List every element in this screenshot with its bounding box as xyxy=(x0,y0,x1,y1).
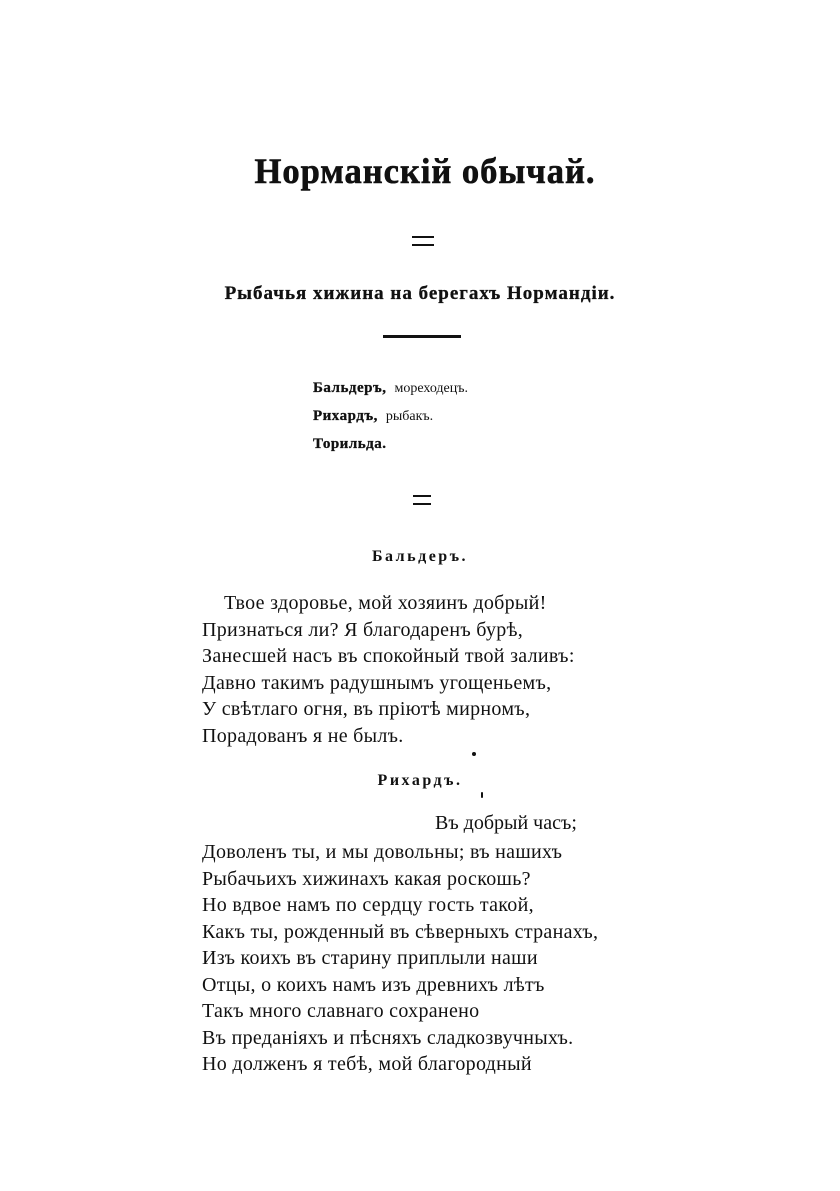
double-rule-divider xyxy=(413,495,431,505)
cast-entry xyxy=(313,430,468,458)
verse-line: Отцы, о коихъ намъ изъ древнихъ лѣтъ xyxy=(202,973,545,996)
ink-speck xyxy=(481,792,483,798)
rule-divider xyxy=(383,335,461,338)
verse-line: Но вдвое намъ по сердцу гость такой, xyxy=(202,894,534,916)
cast-entry xyxy=(313,374,468,402)
cast-role: рыбакъ. xyxy=(385,409,434,424)
verse-line: Порадованъ я не былъ. xyxy=(202,724,404,747)
cast-name: Бальдеръ, xyxy=(313,380,387,396)
verse-block xyxy=(202,590,575,749)
cast-list xyxy=(313,374,468,458)
verse-line: Занесшей насъ въ спокойный твой заливъ: xyxy=(202,645,575,667)
scene-setting: Рыбачья хижина на берегахъ Нормандіи. xyxy=(224,283,616,304)
verse-line: Изъ коихъ въ старину приплыли наши xyxy=(202,947,538,969)
verse-line: Въ преданіяхъ и пѣсняхъ сладкозвучныхъ. xyxy=(202,1026,574,1049)
verse-line: Какъ ты, рожденный въ сѣверныхъ странахъ, xyxy=(202,920,599,943)
verse-line: Такъ много славнаго сохранено xyxy=(202,1000,480,1022)
page-title: Норманскій обычай. xyxy=(254,151,596,191)
verse-line: Доволенъ ты, и мы довольны; въ нашихъ xyxy=(202,841,563,863)
speaker-heading: Рихардъ. xyxy=(377,772,463,789)
verse-line: Твое здоровье, мой хозяинъ добрый! xyxy=(224,592,547,614)
verse-line: Признаться ли? Я благодаренъ бурѣ, xyxy=(202,618,524,641)
speaker-heading: Бальдеръ. xyxy=(371,548,469,565)
cast-entry xyxy=(313,402,468,430)
verse-line: Давно такимъ радушнымъ угощеньемъ, xyxy=(202,671,552,694)
verse-line: У свѣтлаго огня, въ пріютѣ мирномъ, xyxy=(202,698,531,720)
cast-name: Торильда. xyxy=(313,436,387,452)
verse-half-line: Въ добрый часъ; xyxy=(435,812,577,834)
verse-line: Но долженъ я тебѣ, мой благородный xyxy=(202,1053,532,1075)
verse-line: Рыбачьихъ хижинахъ какая роскошь? xyxy=(202,867,531,890)
double-rule-divider xyxy=(412,236,434,246)
cast-name: Рихардъ, xyxy=(313,408,378,424)
ink-speck xyxy=(472,752,476,756)
cast-role: мореходецъ. xyxy=(394,381,469,396)
verse-block xyxy=(202,839,598,1078)
